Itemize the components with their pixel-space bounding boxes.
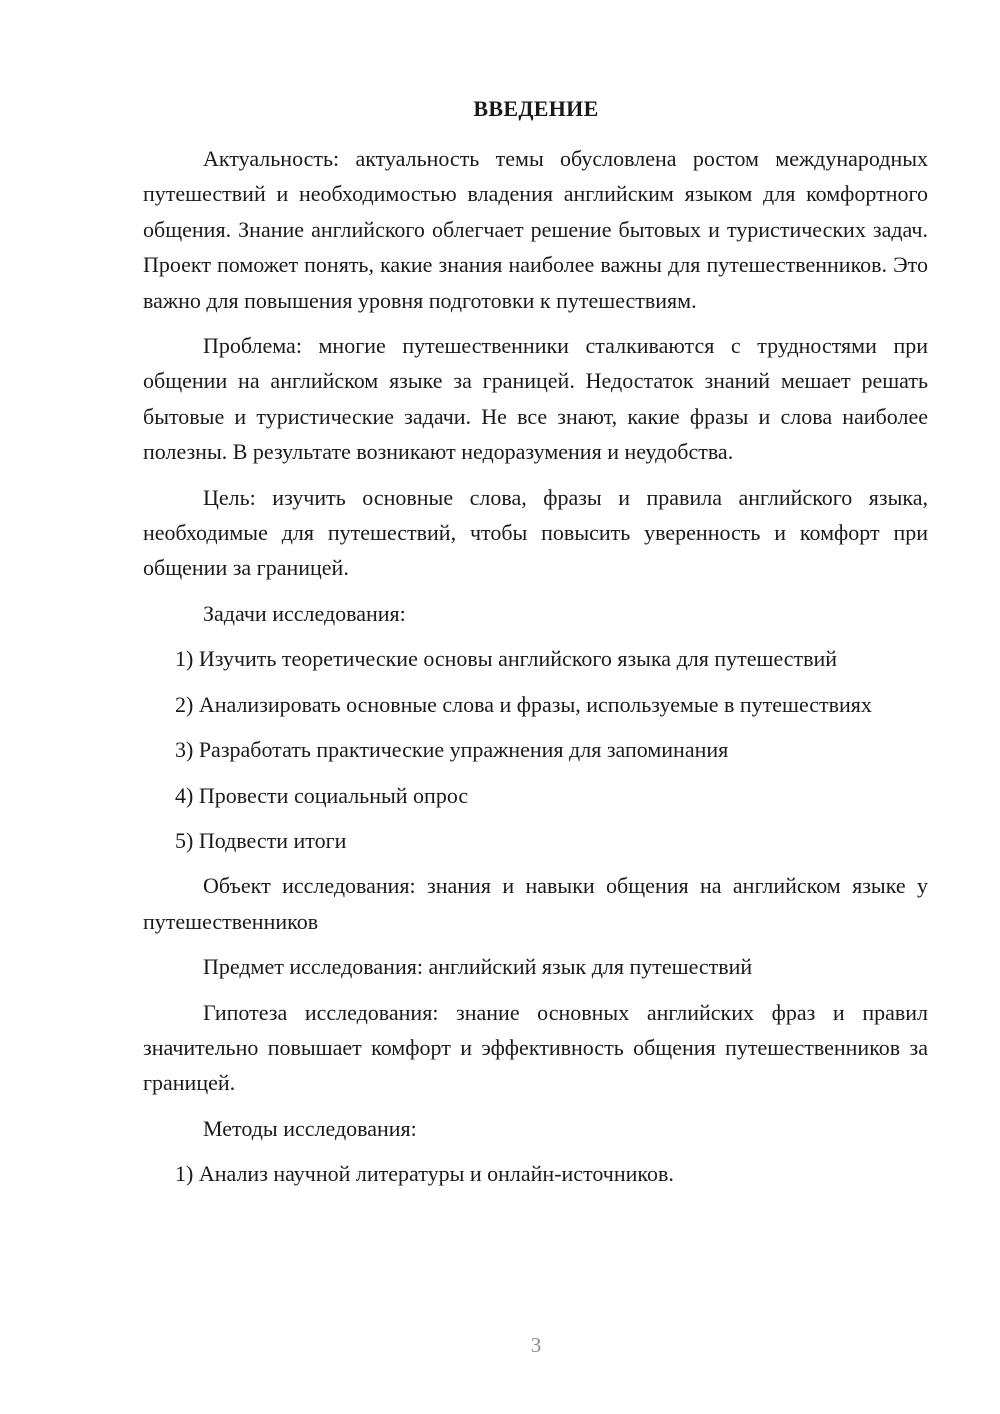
method-item-1: 1) Анализ научной литературы и онлайн-источников. <box>175 1161 674 1187</box>
task-item-1: 1) Изучить теоретические основы английского языка для путешествий <box>175 646 838 672</box>
tasks-heading: Задачи исследования: <box>203 600 406 626</box>
task-item-4: 4) Провести социальный опрос <box>175 782 469 808</box>
methods-heading: Методы исследования: <box>203 1115 417 1141</box>
paragraph-goal: Цель: изучить основные слова, фразы и правила английского языка, необходимые для путешествий, чтобы повысить уверенность и комфорт при общении за границей. <box>143 484 928 581</box>
task-item-5: 5) Подвести итоги <box>175 827 347 853</box>
page-title: ВВЕДЕНИЕ <box>473 96 599 121</box>
paragraph-problem: Проблема: многие путешественники сталкиваются с трудностями при общении на английском языке за границей. Недостаток знаний мешает решать бытовые и туристические задачи. Не все знают, какие фразы и слова наиболее полезны. В результате возникают недоразумения и неудобства. <box>143 333 928 465</box>
paragraph-subject: Предмет исследования: английский язык для путешествий <box>203 954 753 980</box>
task-item-3: 3) Разработать практические упражнения для запоминания <box>175 737 729 763</box>
paragraph-object: Объект исследования: знания и навыки общения на английском языке у путешественников <box>143 873 928 934</box>
task-item-2: 2) Анализировать основные слова и фразы, используемые в путешествиях <box>175 691 872 717</box>
paragraph-hypothesis: Гипотеза исследования: знание основных английских фраз и правил значительно повышает комфорт и эффективность общения путешественников за границей. <box>143 999 928 1096</box>
document-body <box>143 141 928 1202</box>
page-number: 3 <box>530 1333 542 1357</box>
paragraph-relevance: Актуальность: актуальность темы обусловлена ростом международных путешествий и необходимостью владения английским языком для комфортного общения. Знание английского облегчает решение бытовых и туристических задач. Проект поможет понять, какие знания наиболее важны для путешественников. Это важно для повышения уровня подготовки к путешествиям. <box>143 146 928 313</box>
